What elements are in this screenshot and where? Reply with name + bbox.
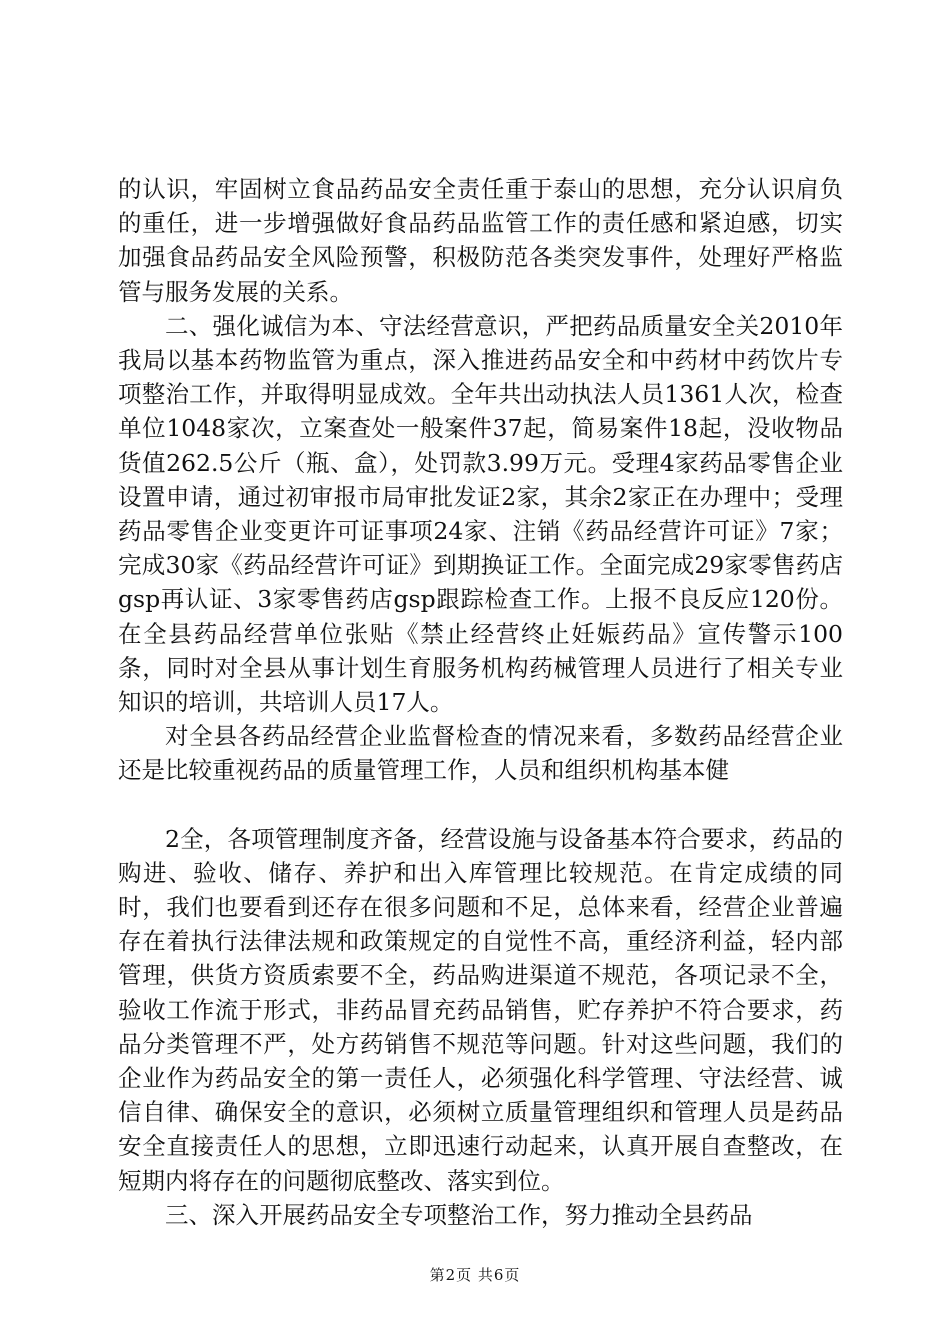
- paragraph-section-two: 二、强化诚信为本、守法经营意识，严把药品质量安全关2010年我局以基本药物监管为重点，深入推进药品安全和中药材中药饮片专项整治工作，并取得明显成效。全年共出动执法人员1361人次，检查单位1048家次，立案查处一般案件37起，简易案件18起，没收物品货值262.5公斤（瓶、盒），处罚款3.99万元。受理4家药品零售企业设置申请，通过初审报市局审批发证2家，其余2家正在办理中；受理药品零售企业变更许可证事项24家、注销《药品经营许可证》7家；完成30家《药品经营许可证》到期换证工作。全面完成29家零售药店gsp再认证、3家零售药店gsp跟踪检查工作。上报不良反应120份。在全县药品经营单位张贴《禁止经营终止妊娠药品》宣传警示100条，同时对全县从事计划生育服务机构药械管理人员进行了相关专业知识的培训，共培训人员17人。: [118, 311, 843, 717]
- paragraph-problems: 2全，各项管理制度齐备，经营设施与设备基本符合要求，药品的购进、验收、储存、养护和出入库管理比较规范。在肯定成绩的同时，我们也要看到还存在很多问题和不足，总体来看，经营企业普遍存在着执行法律法规和政策规定的自觉性不高，重经济利益，轻内部管理，供货方资质索要不全，药品购进渠道不规范，各项记录不全，验收工作流于形式，非药品冒充药品销售，贮存养护不符合要求，药品分类管理不严，处方药销售不规范等问题。针对这些问题，我们的企业作为药品安全的第一责任人，必须强化科学管理、守法经营、诚信自律、确保安全的意识，必须树立质量管理组织和管理人员是药品安全直接责任人的思想，立即迅速行动起来，认真开展自查整改，在短期内将存在的问题彻底整改、落实到位。: [118, 824, 843, 1195]
- page-number-footer: 第2页 共6页: [429, 1266, 521, 1284]
- paragraph-inspection-summary: 对全县各药品经营企业监督检查的情况来看，多数药品经营企业还是比较重视药品的质量管理工作，人员和组织机构基本健: [118, 722, 843, 785]
- paragraph-continuation: 的认识，牢固树立食品药品安全责任重于泰山的思想，充分认识肩负的重任，进一步增强做好食品药品监管工作的责任感和紧迫感，切实加强食品药品安全风险预警，积极防范各类突发事件，处理好严格监管与服务发展的关系。: [118, 175, 843, 306]
- paragraph-section-three: 三、深入开展药品安全专项整治工作，努力推动全县药品: [165, 1200, 753, 1229]
- body-text: [118, 172, 843, 1232]
